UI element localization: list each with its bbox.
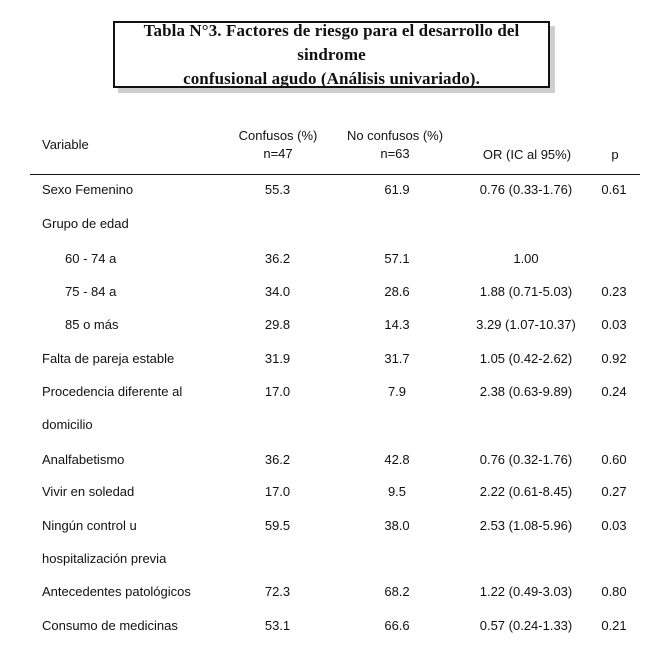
cell-no-confusos: 38.0 [384,518,410,533]
header-no-confusos [330,127,460,163]
header-no-confusos-label: No confusos (%) [346,128,444,143]
cell-or: 3.29 (1.07-10.37) [476,317,576,332]
cell-no-confusos: 66.6 [384,618,410,633]
cell-no-confusos: 9.5 [387,484,407,499]
table-title-box [113,21,550,88]
cell-p: 0.60 [601,452,627,467]
cell-variable: Procedencia diferente al [42,384,183,399]
cell-variable: Falta de pareja estable [42,351,175,366]
cell-p: 0.27 [601,484,627,499]
cell-variable: Antecedentes patológicos [42,584,191,599]
header-confusos [218,127,338,163]
cell-variable: 60 - 74 a [65,251,117,266]
cell-confusos: 31.9 [264,351,291,366]
cell-confusos: 55.3 [264,182,291,197]
cell-no-confusos: 31.7 [384,351,410,366]
cell-confusos: 17.0 [264,384,291,399]
cell-confusos: 36.2 [264,251,291,266]
cell-or: 0.57 (0.24-1.33) [479,618,573,633]
cell-no-confusos: 14.3 [384,317,410,332]
cell-no-confusos: 7.9 [387,384,407,399]
cell-no-confusos: 28.6 [384,284,410,299]
cell-variable: Vivir en soledad [42,484,135,499]
cell-p: 0.03 [601,518,627,533]
cell-or: 2.22 (0.61-8.45) [479,484,573,499]
header-or: OR (IC al 95%) [482,147,572,162]
cell-variable: Ningún control u [42,518,137,533]
cell-no-confusos: 57.1 [384,251,410,266]
header-rule [30,174,640,175]
cell-confusos: 17.0 [264,484,291,499]
cell-confusos: 53.1 [264,618,291,633]
cell-variable: Analfabetismo [42,452,125,467]
cell-p: 0.80 [601,584,627,599]
table-title-line-2: confusional agudo (Análisis univariado). [183,68,480,88]
header-confusos-n: n=47 [263,146,293,161]
cell-confusos: 29.8 [264,317,291,332]
cell-variable: hospitalización previa [42,551,167,566]
cell-or: 1.88 (0.71-5.03) [479,284,573,299]
cell-or: 1.22 (0.49-3.03) [479,584,573,599]
cell-or: 0.76 (0.33-1.76) [479,182,573,197]
cell-p: 0.61 [601,182,627,197]
header-no-confusos-n: n=63 [380,146,410,161]
cell-or: 1.05 (0.42-2.62) [479,351,573,366]
cell-no-confusos: 42.8 [384,452,410,467]
cell-no-confusos: 61.9 [384,182,410,197]
header-confusos-label: Confusos (%) [238,128,318,143]
cell-variable: Sexo Femenino [42,182,134,197]
cell-or: 2.38 (0.63-9.89) [479,384,573,399]
cell-confusos: 36.2 [264,452,291,467]
cell-p: 0.21 [601,618,627,633]
cell-variable: Consumo de medicinas [42,618,178,633]
cell-confusos: 59.5 [264,518,291,533]
cell-variable: Grupo de edad [42,216,129,231]
cell-variable: 75 - 84 a [65,284,117,299]
cell-or: 0.76 (0.32-1.76) [479,452,573,467]
cell-or: 1.00 [513,251,539,266]
cell-p: 0.03 [601,317,627,332]
header-p: p [611,147,619,162]
cell-p: 0.24 [601,384,627,399]
cell-variable: 85 o más [65,317,119,332]
cell-confusos: 72.3 [264,584,291,599]
cell-or: 2.53 (1.08-5.96) [479,518,573,533]
cell-p: 0.92 [601,351,627,366]
cell-no-confusos: 68.2 [384,584,410,599]
cell-confusos: 34.0 [264,284,291,299]
table-title-line-1: Tabla N°3. Factores de riesgo para el desarrollo del sindrome [143,20,520,64]
cell-variable: domicilio [42,417,93,432]
cell-p: 0.23 [601,284,627,299]
header-variable: Variable [42,137,89,152]
